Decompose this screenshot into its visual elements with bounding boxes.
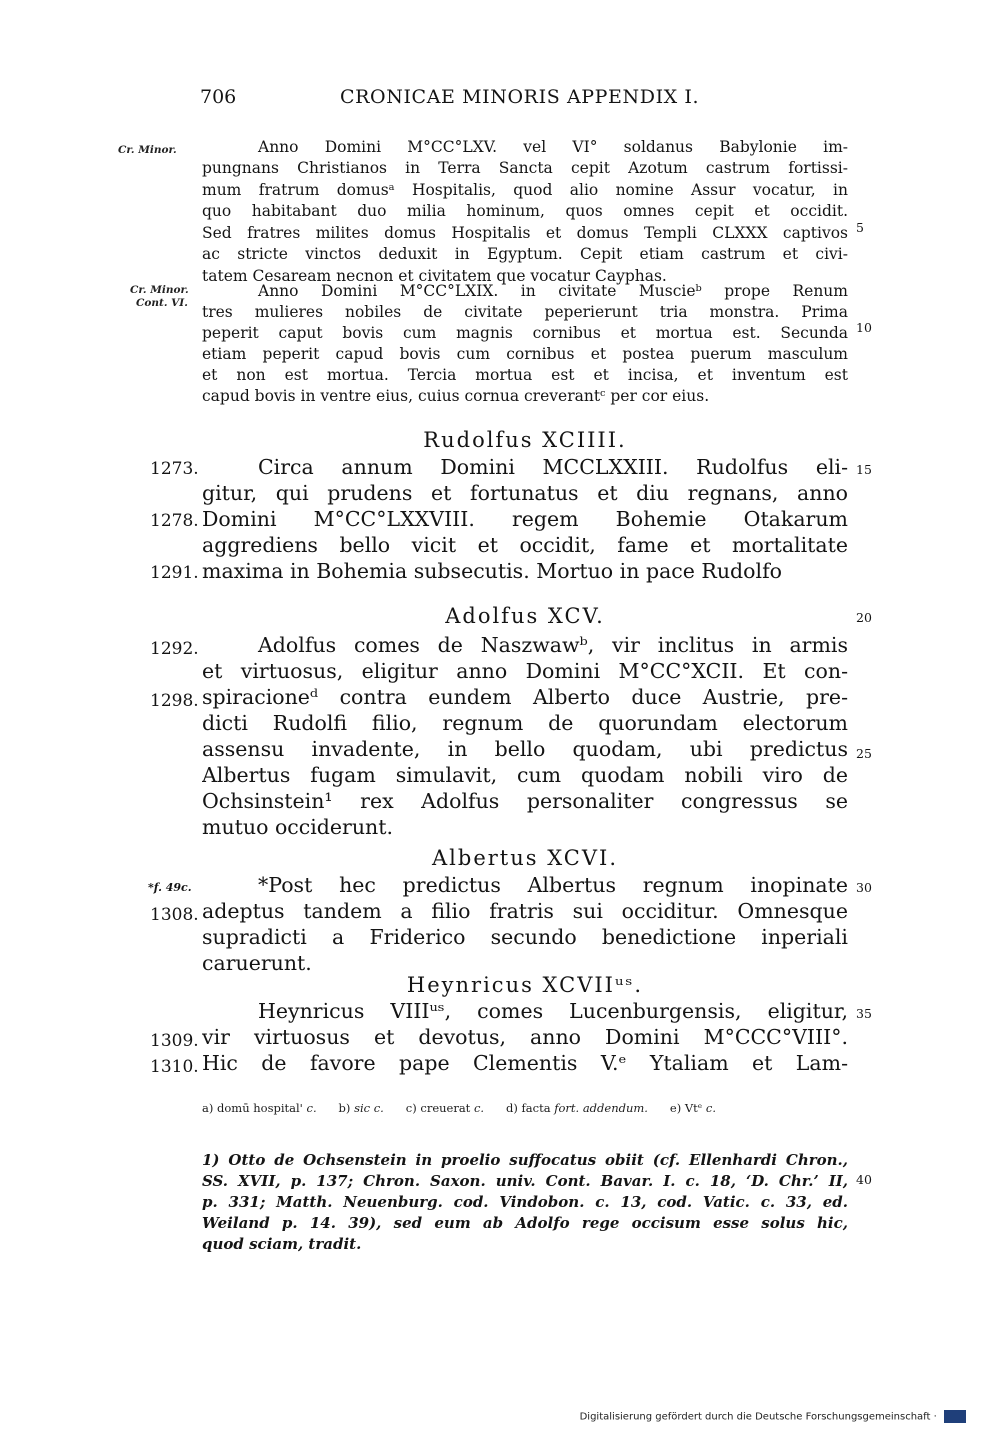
section-heading-heynricus: Heynricus XCVIIᵘˢ.: [406, 973, 644, 997]
footnote-line: Weiland p. 14. 39), sed eum ab Adolfo rege occisum esse solus hic,: [202, 1214, 848, 1232]
text-line: tatem Cesaream necnon et civitatem que vocatur Cayphas.: [202, 267, 667, 285]
text-line: Anno Domini M°CC°LXV. vel VI° soldanus Babylonie im-: [258, 138, 848, 156]
line-number: 5: [856, 220, 864, 235]
text-line: mutuo occiderunt.: [202, 815, 394, 839]
note-c-key: c): [405, 1101, 417, 1115]
text-line: tres mulieres nobiles de civitate peperierunt tria monstra. Prima: [202, 303, 848, 321]
note-c-source: c.: [473, 1101, 485, 1115]
text-line: adeptus tandem a filio fratris sui occiditur. Omnesque: [202, 899, 848, 923]
text-line: etiam peperit capud bovis cum cornibus et postea puerum masculum: [202, 345, 848, 363]
text-line: caruerunt.: [202, 951, 312, 975]
margin-ref-cr-minor: Cr. Minor.: [118, 144, 177, 156]
note-d-text: facta: [521, 1101, 551, 1115]
margin-year: 1309.: [150, 1031, 199, 1051]
note-e-key: e): [669, 1101, 682, 1115]
note-e-source: c.: [705, 1101, 716, 1115]
line-number: 30: [856, 880, 872, 895]
text-line: *Post hec predictus Albertus regnum inopinate: [258, 873, 848, 897]
text-line: aggrediens bello vicit et occidit, fame et mortalitate: [202, 533, 848, 557]
note-d-key: d): [506, 1101, 518, 1115]
text-line: Adolfus comes de Naszwawᵇ, vir inclitus in armis: [258, 633, 848, 657]
margin-year: 1308.: [150, 905, 199, 925]
line-number: 25: [856, 746, 872, 761]
text-line: capud bovis in ventre eius, cuius cornua creverantᶜ per cor eius.: [202, 387, 710, 405]
text-line: quo habitabant duo milia hominum, quos omnes cepit et occidit.: [202, 202, 848, 220]
margin-year: 1310.: [150, 1057, 199, 1077]
text-line: gitur, qui prudens et fortunatus et diu regnans, anno: [202, 481, 848, 505]
text-line: assensu invadente, in bello quodam, ubi predictus: [202, 737, 848, 761]
margin-year: 1291.: [150, 563, 199, 583]
digitization-credit: [580, 1410, 966, 1423]
footnote-line: 1) Otto de Ochsenstein in proelio suffocatus obiit (cf. Ellenhardi Chron.,: [202, 1151, 848, 1169]
running-title: CRONICAE MINORIS APPENDIX I.: [340, 86, 700, 108]
text-line: spiracioneᵈ contra eundem Alberto duce Austrie, pre-: [202, 685, 848, 709]
text-line: dicti Rudolfi filio, regnum de quorundam electorum: [202, 711, 848, 735]
text-line: Heynricus VIIIᵘˢ, comes Lucenburgensis, eligitur,: [258, 999, 848, 1023]
line-number: 40: [856, 1172, 872, 1187]
line-number: 10: [856, 320, 872, 335]
margin-year: 1273.: [150, 459, 199, 479]
page-number: 706: [200, 86, 237, 108]
footnote-line: quod sciam, tradit.: [202, 1235, 362, 1253]
margin-year: 1278.: [150, 511, 199, 531]
text-line: Domini M°CC°LXXVIII. regem Bohemie Otakarum: [202, 507, 848, 531]
margin-year: 1298.: [150, 691, 199, 711]
text-line: pungnans Christianos in Terra Sancta cepit Azotum castrum fortissi-: [202, 159, 848, 177]
section-heading-albertus: Albertus XCVI.: [432, 846, 618, 870]
line-number: 20: [856, 610, 872, 625]
note-e-text: Vtᵉ: [684, 1101, 703, 1115]
section-heading-adolfus: Adolfus XCV.: [445, 604, 605, 628]
footnote-line: SS. XVII, p. 137; Chron. Saxon. univ. Cont. Bavar. I. c. 18, ‘D. Chr.’ II,: [202, 1172, 848, 1190]
text-line: maxima in Bohemia subsecutis. Mortuo in pace Rudolfo: [202, 559, 783, 583]
text-line: Anno Domini M°CC°LXIX. in civitate Muscieᵇ prope Renum: [258, 282, 848, 300]
credit-text: Digitalisierung gefördert durch die Deutsche Forschungsgemeinschaft ·: [579, 1411, 937, 1423]
note-a-text: domū hospital': [217, 1101, 303, 1115]
page-header: [0, 86, 1000, 116]
critical-apparatus: [202, 1101, 716, 1115]
text-line: supradicti a Friderico secundo benedictione inperiali: [202, 925, 848, 949]
text-line: Hic de favore pape Clementis V.ᵉ Ytaliam et Lam-: [202, 1051, 848, 1075]
text-line: Albertus fugam simulavit, cum quodam nobili viro de: [202, 763, 848, 787]
note-c-text: creuerat: [420, 1101, 471, 1115]
footnote-line: p. 331; Matth. Neuenburg. cod. Vindobon. c. 13, cod. Vatic. c. 33, ed.: [202, 1193, 848, 1211]
note-a-source: c.: [306, 1101, 317, 1115]
margin-ref-cont-vi: Cont. VI.: [136, 297, 188, 309]
note-a-key: a): [202, 1101, 214, 1115]
dfg-logo-icon: [944, 1410, 966, 1423]
margin-year: 1292.: [150, 639, 199, 659]
text-line: peperit caput bovis cum magnis cornibus et mortua est. Secunda: [202, 324, 848, 342]
text-line: ac stricte vinctos deduxit in Egyptum. Cepit etiam castrum et civi-: [202, 245, 848, 263]
section-heading-rudolfus: Rudolfus XCIIII.: [423, 428, 627, 452]
text-line: mum fratrum domusᵃ Hospitalis, quod alio nomine Assur vocatur, in: [202, 181, 848, 199]
note-d-italic: fort. addendum.: [554, 1101, 648, 1115]
note-b-text: sic c.: [354, 1101, 384, 1115]
text-line: vir virtuosus et devotus, anno Domini M°CCC°VIII°.: [202, 1025, 848, 1049]
line-number: 35: [856, 1006, 872, 1021]
text-line: Circa annum Domini MCCLXXIII. Rudolfus eli-: [258, 455, 848, 479]
text-line: Sed fratres milites domus Hospitalis et domus Templi CLXXX captivos: [202, 224, 848, 242]
note-b-key: b): [338, 1101, 351, 1115]
margin-ref-folio: *f. 49c.: [148, 881, 192, 894]
text-line: et non est mortua. Tercia mortua est et incisa, et inventum est: [202, 366, 848, 384]
text-line: et virtuosus, eligitur anno Domini M°CC°XCII. Et con-: [202, 659, 848, 683]
line-number: 15: [856, 462, 872, 477]
margin-ref-cr-minor-cont: Cr. Minor.: [130, 284, 189, 296]
text-line: Ochsinstein¹ rex Adolfus personaliter congressus se: [202, 789, 848, 813]
